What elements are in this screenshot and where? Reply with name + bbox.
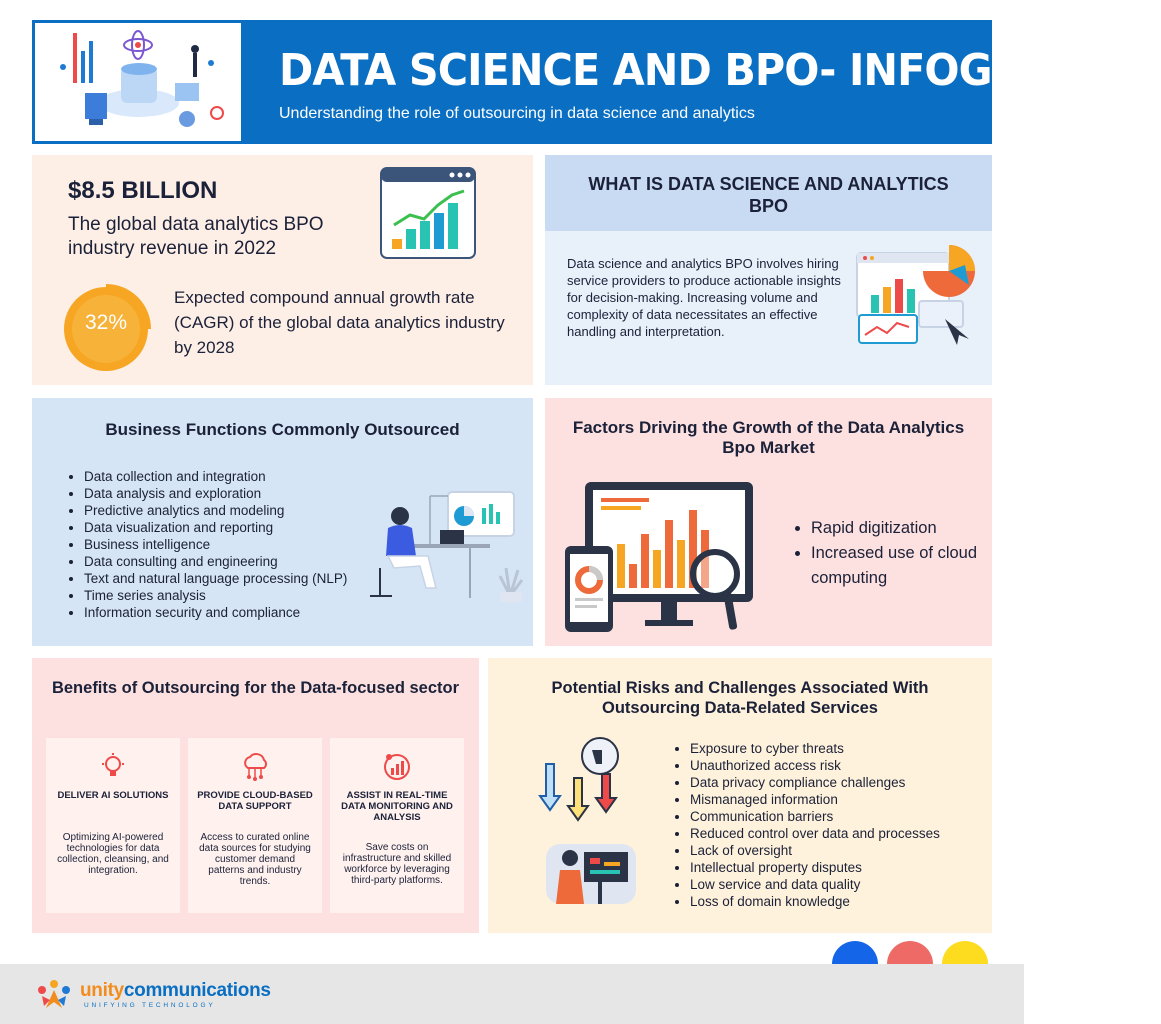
list-item: • Data consulting and engineering [84, 553, 347, 570]
page-subtitle: Understanding the role of outsourcing in data science and analytics [279, 105, 755, 122]
business-functions-list [82, 468, 347, 621]
list-item: • Data analysis and exploration [84, 485, 347, 502]
analytics-dashboard-icon [853, 245, 977, 355]
analyst-at-desk-illustration [370, 486, 530, 604]
risks-list [688, 740, 940, 910]
revenue-amount: $8.5 BILLION [68, 177, 218, 204]
data-science-illustration [35, 23, 241, 141]
benefits-panel [32, 658, 479, 933]
list-item: • Predictive analytics and modeling [84, 502, 347, 519]
risks-panel [488, 658, 992, 933]
list-item: • Information security and compliance [84, 604, 347, 621]
benefit-title: DELIVER AI SOLUTIONS [57, 790, 169, 801]
what-is-body: Data science and analytics BPO involves hiring service providers to produce actionable insights for decision-making. Increasing volume and complexity of data necessitates an effective handling and interpretation. [567, 256, 841, 339]
list-item: • Intellectual property disputes [690, 859, 940, 876]
benefit-title: PROVIDE CLOUD-BASED DATA SUPPORT [197, 790, 313, 812]
list-item: • Time series analysis [84, 587, 347, 604]
benefit-text: Access to curated online data sources for studying customer demand patterns and industry trends. [199, 832, 311, 887]
what-is-panel [545, 155, 992, 385]
benefit-text: Optimizing AI-powered technologies for data collection, cleansing, and integration. [57, 832, 169, 876]
growth-factors-panel [545, 398, 992, 646]
list-item: • Unauthorized access risk [690, 757, 940, 774]
cagr-percent: 32% [84, 311, 128, 334]
page-title: DATA SCIENCE AND BPO- INFOGRAPHIC [279, 45, 1161, 96]
benefits-heading: Benefits of Outsourcing for the Data-focused sector [51, 679, 460, 697]
company-name [80, 980, 271, 1002]
business-functions-panel [32, 398, 533, 646]
benefit-title: ASSIST IN REAL-TIME DATA MONITORING AND ANALYSIS [341, 790, 453, 823]
list-item: • Low service and data quality [690, 876, 940, 893]
business-functions-heading: Business Functions Commonly Outsourced [105, 420, 460, 439]
monitoring-chart-icon [382, 752, 412, 782]
list-item: • Reduced control over data and processes [690, 825, 940, 842]
list-item: • Exposure to cyber threats [690, 740, 940, 757]
cagr-description: Expected compound annual growth rate (CAGR) of the global data analytics industry by 2028 [174, 288, 505, 357]
risk-arrows-illustration [538, 734, 638, 914]
benefit-card [330, 738, 464, 913]
list-item: • Data collection and integration [84, 468, 347, 485]
monitor-analytics-illustration [565, 480, 765, 636]
what-is-heading-band [545, 155, 992, 231]
benefit-card [188, 738, 322, 913]
list-item: • Data visualization and reporting [84, 519, 347, 536]
list-item: • Increased use of cloud computing [811, 541, 992, 591]
revenue-description: The global data analytics BPO industry revenue in 2022 [68, 214, 324, 259]
unity-communications-logo-icon [36, 978, 72, 1010]
logo-text-communications: communications [123, 980, 271, 1001]
benefit-card [46, 738, 180, 913]
list-item: • Loss of domain knowledge [690, 893, 940, 910]
list-item: • Lack of oversight [690, 842, 940, 859]
revenue-panel [32, 155, 533, 385]
risks-heading: Potential Risks and Challenges Associated With Outsourcing Data-Related Services [551, 679, 929, 717]
bar-chart-icon [380, 167, 476, 259]
company-tagline: UNIFYING TECHNOLOGY [84, 1002, 216, 1009]
lightbulb-icon [98, 752, 128, 782]
footer [0, 964, 1024, 1024]
list-item: • Communication barriers [690, 808, 940, 825]
logo-text-unity: unity [80, 980, 124, 1001]
benefit-text: Save costs on infrastructure and skilled workforce by leveraging third-party platforms. [342, 842, 452, 886]
cloud-network-icon [240, 752, 270, 782]
list-item: • Mismanaged information [690, 791, 940, 808]
list-item: • Business intelligence [84, 536, 347, 553]
header-banner [32, 20, 1161, 144]
list-item: • Data privacy compliance challenges [690, 774, 940, 791]
growth-factors-heading: Factors Driving the Growth of the Data Analytics Bpo Market [572, 418, 965, 457]
list-item: • Rapid digitization [811, 516, 992, 541]
growth-factors-list [809, 516, 992, 591]
what-is-heading: WHAT IS DATA SCIENCE AND ANALYTICS BPO [588, 174, 949, 216]
list-item: • Text and natural language processing (NLP) [84, 570, 347, 587]
